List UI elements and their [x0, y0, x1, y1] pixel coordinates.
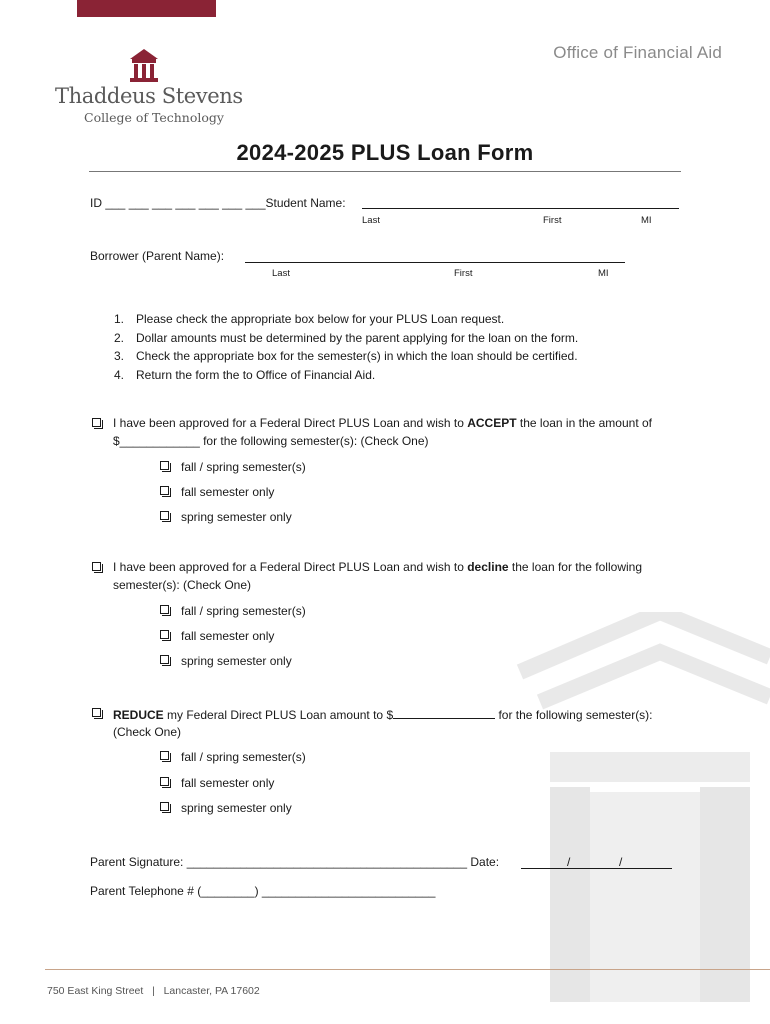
student-first-label: First — [543, 215, 562, 226]
reduce-spring-checkbox[interactable] — [160, 802, 169, 811]
date-slash: / — [567, 855, 571, 869]
accept-fall-checkbox[interactable] — [160, 486, 169, 495]
student-last-label: Last — [362, 215, 380, 226]
reduce-fall-spring-checkbox[interactable] — [160, 751, 169, 760]
school-subtitle: College of Technology — [84, 110, 224, 125]
parent-signature-label: Parent Signature: __________________________________________ Date: — [90, 855, 500, 869]
parent-telephone-label: Parent Telephone # (________) __________________________ — [90, 884, 436, 898]
decline-line2: semester(s): (Check One) — [113, 578, 252, 592]
form-title: 2024-2025 PLUS Loan Form — [236, 140, 534, 165]
reduce-checkbox[interactable] — [92, 708, 101, 717]
instruction-item: 2. Dollar amounts must be determined by the parent applying for the loan on the form. — [114, 330, 579, 345]
decline-spring-label: spring semester only — [181, 654, 292, 668]
accept-spring-checkbox[interactable] — [160, 511, 169, 520]
top-accent-bar — [77, 0, 216, 17]
reduce-fall-label: fall semester only — [181, 776, 275, 790]
school-name: Thaddeus Stevens — [55, 84, 243, 108]
decline-fall-spring-checkbox[interactable] — [160, 605, 169, 614]
reduce-fall-checkbox[interactable] — [160, 777, 169, 786]
building-watermark — [490, 612, 770, 1002]
borrower-first-label: First — [454, 268, 473, 279]
decline-fall-label: fall semester only — [181, 629, 275, 643]
footer-divider — [45, 969, 770, 970]
accept-text: I have been approved for a Federal Direct PLUS Loan and wish to ACCEPT the loan in the amount of — [113, 416, 652, 430]
decline-spring-checkbox[interactable] — [160, 655, 169, 664]
title-divider — [89, 171, 681, 172]
student-name-field[interactable] — [362, 208, 679, 209]
college-building-logo-icon — [126, 47, 162, 85]
student-mi-label: MI — [641, 215, 652, 226]
borrower-label: Borrower (Parent Name): — [90, 249, 225, 263]
instructions-list — [114, 312, 578, 386]
office-name: Office of Financial Aid — [553, 43, 722, 62]
borrower-mi-label: MI — [598, 268, 609, 279]
date-slash: / — [619, 855, 623, 869]
reduce-fall-spring-label: fall / spring semester(s) — [181, 750, 306, 764]
accept-checkbox[interactable] — [92, 418, 101, 427]
decline-text: I have been approved for a Federal Direct PLUS Loan and wish to decline the loan for the following — [113, 560, 642, 574]
reduce-line2: (Check One) — [113, 725, 182, 739]
accept-fall-label: fall semester only — [181, 485, 275, 499]
instruction-item: 1. Please check the appropriate box below for your PLUS Loan request. — [114, 312, 505, 326]
footer-address: 750 East King Street | Lancaster, PA 17602 — [47, 985, 260, 997]
instruction-item: 4. Return the form the to Office of Financial Aid. — [114, 367, 376, 382]
date-field[interactable] — [521, 868, 672, 869]
student-id-label: ID ___ ___ ___ ___ ___ ___ ___Student Name: — [90, 196, 346, 210]
reduce-spring-label: spring semester only — [181, 801, 292, 815]
decline-fall-spring-label: fall / spring semester(s) — [181, 604, 306, 618]
instruction-item: 3. Check the appropriate box for the semester(s) in which the loan should be certified. — [114, 349, 578, 363]
reduce-amount-field[interactable] — [393, 707, 495, 719]
borrower-name-field[interactable] — [245, 262, 625, 263]
accept-fall-spring-label: fall / spring semester(s) — [181, 460, 306, 474]
borrower-last-label: Last — [272, 268, 290, 279]
accept-fall-spring-checkbox[interactable] — [160, 461, 169, 470]
reduce-text: REDUCE my Federal Direct PLUS Loan amount to $ for the following semester(s): — [113, 708, 653, 722]
decline-checkbox[interactable] — [92, 562, 101, 571]
accept-amount-line: $____________ for the following semester(s): (Check One) — [113, 434, 429, 448]
accept-spring-label: spring semester only — [181, 510, 292, 524]
decline-fall-checkbox[interactable] — [160, 630, 169, 639]
